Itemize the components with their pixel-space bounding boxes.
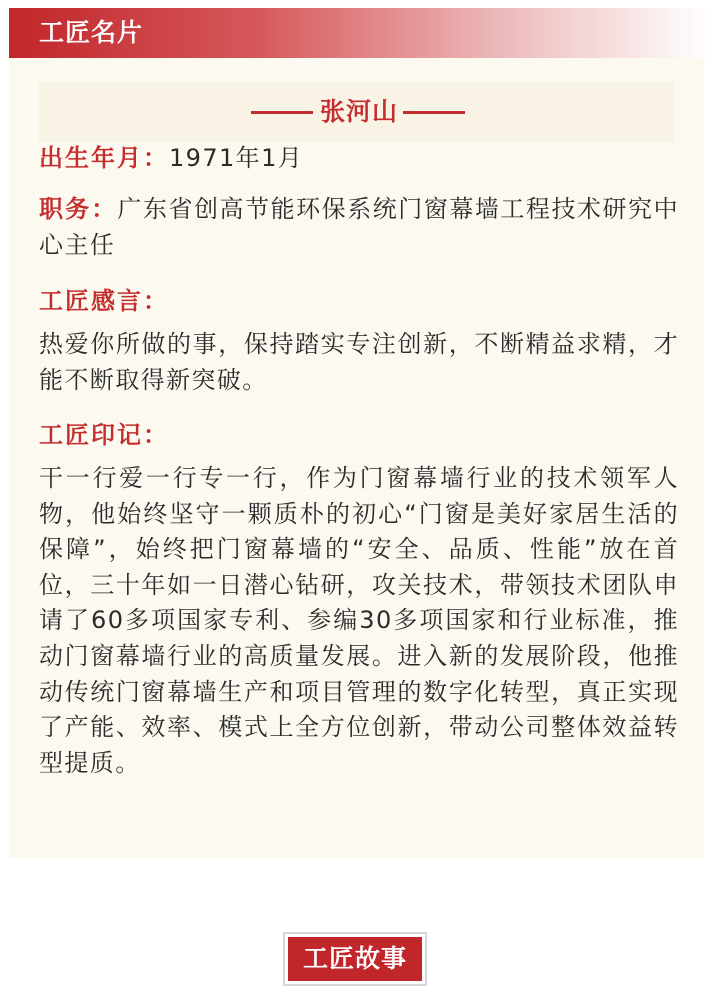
craftsman-story-label: 工匠故事: [288, 937, 422, 981]
birth-field: [39, 140, 679, 176]
name-banner: [39, 82, 674, 142]
motto-text: 热爱你所做的事，保持踏实专注创新，不断精益求精，才能不断取得新突破。: [39, 330, 679, 394]
motto-label-row: [39, 283, 679, 319]
position-label: 职务：: [39, 195, 118, 223]
imprint-label-row: [39, 417, 679, 453]
section-header-banner: [9, 8, 710, 58]
craftsman-story-button[interactable]: [283, 932, 427, 986]
imprint-text: 干一行爱一行专一行，作为门窗幕墙行业的技术领军人物，他始终坚守一颗质朴的初心“门窗是美好家居生活的保障”，始终把门窗幕墙的“安全、品质、性能”放在首位，三十年如一日潜心钻研，攻关技术，带领技术团队申请了60多项国家专利、参编30多项国家和行业标准，推动门窗幕墙行业的高质量发展。进入新的发展阶段，他推动传统门窗幕墙生产和项目管理的数字化转型，真正实现了产能、效率、模式上全方位创新，带动公司整体效益转型提质。: [39, 464, 679, 777]
craftsman-name: 张河山: [319, 97, 398, 126]
profile-card: [9, 58, 704, 858]
section-header-title: 工匠名片: [39, 18, 144, 47]
imprint-label: 工匠印记：: [39, 421, 169, 449]
birth-value: 1971年1月: [169, 144, 304, 172]
position-value: 广东省创高节能环保系统门窗幕墙工程技术研究中心主任: [39, 195, 679, 259]
name-decor-line-right: [403, 111, 465, 114]
name-decor-line-left: [251, 111, 313, 114]
motto-label: 工匠感言：: [39, 287, 169, 315]
position-field: [39, 192, 679, 263]
birth-label: 出生年月：: [39, 144, 169, 172]
